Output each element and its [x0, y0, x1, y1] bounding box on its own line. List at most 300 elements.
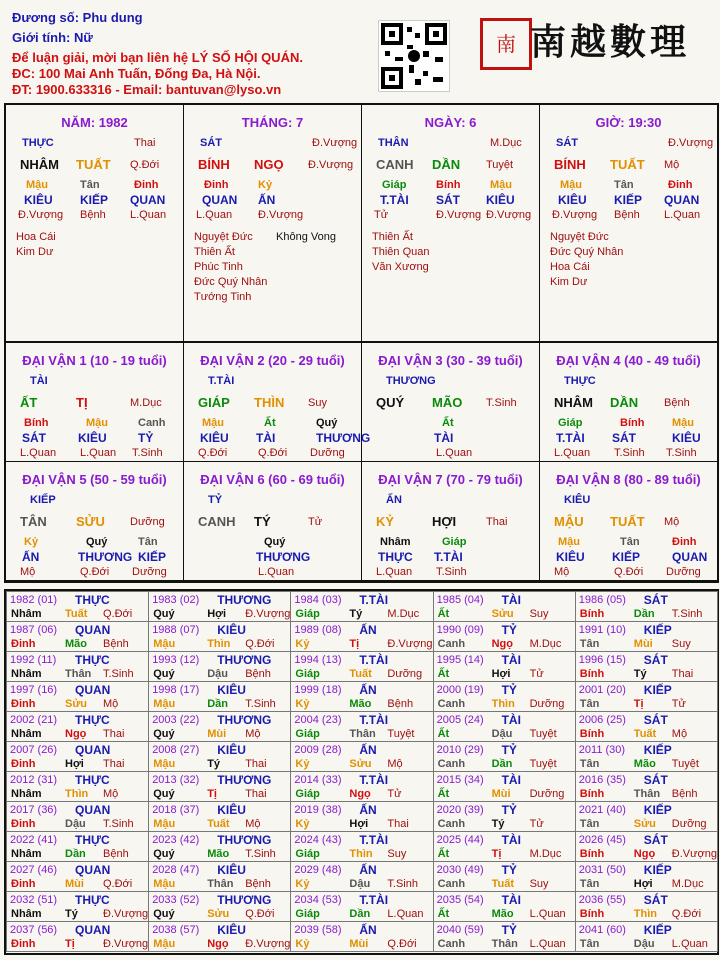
pillar-1 — [183, 104, 362, 342]
year-god: QUAN — [75, 803, 111, 817]
year-cell — [6, 711, 149, 742]
year-stage: Mộ — [103, 698, 119, 710]
year-branch: Tị — [633, 698, 644, 710]
year-branch: Mão — [491, 908, 514, 920]
hidden-stage: L.Quan — [196, 209, 233, 221]
pillar-top-god: SÁT — [200, 137, 222, 149]
year-label: 2009 (28) — [294, 744, 342, 756]
year-stage: Tuyệt — [529, 758, 557, 770]
year-cell — [575, 831, 718, 862]
year-label: 2003 (22) — [152, 714, 200, 726]
pillar-3 — [539, 104, 718, 342]
year-branch: Mùi — [65, 878, 84, 890]
year-stage: Tử — [529, 818, 544, 830]
year-stage: T.Sinh — [103, 818, 134, 830]
dai-van-title: ĐẠI VẬN 8 (80 - 89 tuổi) — [556, 472, 701, 487]
year-stem: Đinh — [11, 758, 36, 770]
year-label: 1986 (05) — [578, 594, 626, 606]
year-stem: Quý — [153, 788, 175, 800]
year-god: QUAN — [75, 743, 111, 757]
hidden-stem: Bính — [24, 417, 49, 429]
year-stage: Mộ — [245, 818, 261, 830]
hidden-stem: Bính — [620, 417, 645, 429]
year-cell — [290, 591, 433, 622]
year-stage: Mộ — [387, 758, 403, 770]
pillar-2 — [361, 104, 540, 342]
pillar-stage: Đ.Vượng — [308, 159, 354, 171]
year-stem: Ất — [437, 908, 450, 920]
hidden-stage: Q.Đới — [80, 566, 110, 578]
year-label: 2000 (19) — [436, 684, 484, 696]
year-branch: Mão — [349, 698, 372, 710]
dai-van-stem: QUÝ — [376, 395, 405, 410]
hidden-stage: Mộ — [554, 566, 570, 578]
year-label: 2039 (58) — [294, 924, 342, 936]
year-branch: Tý — [349, 608, 363, 620]
year-label: 2033 (52) — [152, 894, 200, 906]
year-stem: Mậu — [153, 638, 176, 650]
year-cell — [433, 861, 576, 892]
pillar-top-god: THÂN — [378, 137, 409, 149]
hidden-stem: Quý — [86, 536, 108, 548]
hidden-god: QUAN — [130, 193, 166, 207]
year-cell — [433, 681, 576, 712]
year-god: TỶ — [501, 803, 517, 817]
year-branch: Hợi — [491, 668, 511, 680]
year-stem: Bính — [579, 608, 605, 620]
year-label: 2021 (40) — [578, 804, 626, 816]
year-god: KIẾP — [643, 803, 672, 817]
year-stem: Kỷ — [295, 818, 310, 830]
pillar-stage: Tuyệt — [486, 159, 514, 171]
year-stage: L.Quan — [529, 908, 566, 920]
year-cell — [433, 921, 576, 952]
year-stem: Kỷ — [295, 938, 310, 950]
star-item: Tướng Tinh — [194, 291, 252, 303]
year-branch: Sửu — [491, 608, 514, 620]
hidden-god: QUAN — [672, 550, 708, 564]
year-cell — [575, 801, 718, 832]
year-stage: T.Sinh — [245, 698, 276, 710]
dai-van-title: ĐẠI VẬN 6 (60 - 69 tuổi) — [200, 472, 345, 487]
pillar-life-stage: Thai — [134, 137, 156, 149]
year-stage: Đ.Vượng — [245, 608, 291, 620]
hidden-stem: Đinh — [204, 179, 229, 191]
hidden-stem: Giáp — [382, 179, 407, 191]
dai-van-1 — [5, 342, 184, 462]
year-stage: Mộ — [103, 788, 119, 800]
year-stem: Ất — [437, 788, 450, 800]
year-cell — [148, 831, 291, 862]
year-cell — [575, 921, 718, 952]
year-god: KIÊU — [217, 743, 246, 757]
year-stage: Thai — [387, 818, 409, 830]
year-branch: Mão — [633, 758, 656, 770]
year-stem: Canh — [437, 878, 466, 890]
year-stem: Mậu — [153, 818, 176, 830]
year-label: 1994 (13) — [294, 654, 342, 666]
hidden-stem: Kỷ — [258, 179, 273, 191]
dai-van-title: ĐẠI VẬN 1 (10 - 19 tuổi) — [22, 353, 167, 368]
year-god: THƯƠNG — [217, 593, 272, 607]
year-stem: Giáp — [295, 848, 320, 860]
year-god: SÁT — [643, 773, 668, 787]
dai-van-stem: MẬU — [554, 514, 584, 529]
year-stage: Q.Đới — [671, 908, 702, 920]
pillar-title: NĂM: 1982 — [61, 115, 128, 130]
year-stage: Thai — [103, 728, 125, 740]
year-stage: Đ.Vượng — [671, 848, 717, 860]
year-cell — [148, 861, 291, 892]
year-god: TỶ — [501, 923, 517, 937]
year-branch: Mão — [207, 848, 230, 860]
year-stem: Kỷ — [295, 878, 310, 890]
hidden-god: ẤN — [22, 550, 40, 564]
year-god: THỰC — [75, 593, 110, 607]
year-stem: Ất — [437, 668, 450, 680]
year-label: 1983 (02) — [152, 594, 200, 606]
year-label: 1987 (06) — [10, 624, 58, 636]
year-label: 2002 (21) — [10, 714, 58, 726]
year-stem: Giáp — [295, 908, 320, 920]
year-cell — [6, 591, 149, 622]
year-cell — [433, 831, 576, 862]
year-god: QUAN — [75, 923, 111, 937]
dai-van-branch: TỊ — [76, 395, 88, 410]
year-stem: Bính — [579, 788, 605, 800]
year-god: SÁT — [643, 713, 668, 727]
year-branch: Thìn — [65, 788, 89, 800]
hidden-stage: L.Quan — [376, 566, 413, 578]
year-cell — [290, 741, 433, 772]
year-stem: Tân — [579, 878, 600, 890]
year-stem: Bính — [579, 908, 605, 920]
year-stem: Tân — [579, 638, 600, 650]
year-stage: M.Dục — [671, 878, 704, 890]
year-stem: Canh — [437, 638, 466, 650]
dai-van-title: ĐẠI VẬN 3 (30 - 39 tuổi) — [378, 353, 523, 368]
year-label: 2030 (49) — [436, 864, 484, 876]
year-stem: Tân — [579, 758, 600, 770]
pillar-title: NGÀY: 6 — [424, 115, 477, 130]
year-stage: Suy — [671, 638, 691, 650]
hidden-stem: Nhâm — [380, 536, 411, 548]
year-stage: Q.Đới — [387, 938, 417, 950]
dai-van-branch: TUẤT — [610, 514, 645, 529]
dai-van-branch: TÝ — [254, 514, 271, 529]
year-cell — [433, 621, 576, 652]
year-branch: Hợi — [349, 818, 369, 830]
hidden-stem: Ất — [442, 417, 454, 429]
year-cell — [290, 621, 433, 652]
dai-van-6 — [183, 461, 362, 581]
year-branch: Ngọ — [349, 788, 371, 800]
year-label: 1990 (09) — [436, 624, 484, 636]
hidden-god: TỶ — [138, 431, 154, 445]
year-cell — [575, 771, 718, 802]
year-stem: Bính — [579, 728, 605, 740]
year-stem: Bính — [579, 848, 605, 860]
year-label: 1993 (12) — [152, 654, 200, 666]
year-stem: Quý — [153, 848, 175, 860]
hidden-stem: Đinh — [672, 536, 697, 548]
hidden-stem: Canh — [138, 417, 166, 429]
year-branch: Dậu — [207, 668, 228, 680]
hidden-stem: Đinh — [668, 179, 693, 191]
year-god: SÁT — [643, 833, 668, 847]
year-god: THƯƠNG — [217, 833, 272, 847]
year-branch: Sửu — [633, 818, 656, 830]
year-label: 2005 (24) — [436, 714, 484, 726]
year-stem: Nhâm — [11, 908, 42, 920]
year-god: THƯƠNG — [217, 773, 272, 787]
year-label: 2008 (27) — [152, 744, 200, 756]
hidden-god: QUAN — [202, 193, 238, 207]
year-cell — [148, 681, 291, 712]
year-stage: Bệnh — [103, 848, 129, 860]
hidden-stem: Quý — [264, 536, 286, 548]
hidden-stem: Tân — [80, 179, 100, 191]
year-stem: Canh — [437, 758, 466, 770]
year-cell — [290, 921, 433, 952]
year-branch: Tị — [349, 638, 360, 650]
year-cell — [290, 891, 433, 922]
year-branch: Thìn — [349, 848, 373, 860]
hidden-stage: T.Sinh — [614, 447, 645, 459]
hidden-stem: Mậu — [672, 417, 694, 429]
year-branch: Dần — [633, 608, 655, 620]
year-god: TÀI — [501, 713, 521, 727]
hidden-stage: T.Sinh — [132, 447, 163, 459]
year-stem: Giáp — [295, 608, 320, 620]
year-god: T.TÀI — [359, 713, 389, 727]
year-branch: Tý — [65, 908, 78, 920]
hidden-stem: Giáp — [558, 417, 583, 429]
year-cell — [433, 711, 576, 742]
year-branch: Ngọ — [491, 638, 513, 650]
year-branch: Tị — [207, 788, 217, 800]
dai-van-stem: CANH — [198, 514, 236, 529]
dai-van-stage: Tử — [308, 516, 323, 528]
hidden-stem: Đinh — [134, 179, 159, 191]
year-label: 1992 (11) — [10, 654, 57, 666]
hidden-god: KIÊU — [78, 431, 107, 445]
star-item: Hoa Cái — [16, 231, 56, 243]
hidden-stem: Tân — [138, 536, 158, 548]
year-branch: Thân — [349, 728, 376, 740]
year-god: TÀI — [501, 653, 521, 667]
year-branch: Ngọ — [207, 938, 229, 950]
year-god: TỶ — [501, 863, 517, 877]
dai-van-branch: HỢI — [432, 514, 457, 529]
hidden-stage: Dưỡng — [132, 566, 167, 578]
year-cell — [6, 621, 149, 652]
year-god: THỰC — [75, 773, 110, 787]
year-god: THƯƠNG — [217, 713, 272, 727]
year-branch: Mùi — [207, 728, 227, 740]
dai-van-top-god: TÀI — [30, 375, 48, 387]
year-god: TÀI — [501, 833, 521, 847]
year-cell — [6, 681, 149, 712]
year-branch: Dậu — [349, 878, 371, 890]
year-branch: Dần — [491, 758, 513, 770]
dai-van-title: ĐẠI VẬN 2 (20 - 29 tuổi) — [200, 353, 345, 368]
year-god: SÁT — [643, 593, 668, 607]
hidden-stage: Đ.Vượng — [258, 209, 304, 221]
year-label: 2015 (34) — [436, 774, 484, 786]
year-label: 1989 (08) — [294, 624, 342, 636]
dai-van-title: ĐẠI VẬN 5 (50 - 59 tuổi) — [22, 472, 167, 487]
hidden-god: THỰC — [378, 550, 413, 564]
year-label: 1998 (17) — [152, 684, 200, 696]
dai-van-top-god: TỶ — [208, 494, 223, 506]
hidden-stage: Đ.Vượng — [486, 209, 532, 221]
pillar-stage: Q.Đới — [130, 159, 160, 171]
year-cell — [290, 801, 433, 832]
year-branch: Sửu — [65, 698, 88, 710]
year-stem: Giáp — [295, 668, 320, 680]
year-stage: T.Sinh — [387, 878, 418, 890]
seal-stamp: 南 — [480, 18, 532, 70]
year-cell — [433, 651, 576, 682]
year-branch: Thìn — [491, 698, 515, 710]
year-label: 2040 (59) — [436, 924, 484, 936]
dai-van-stem: KỶ — [376, 514, 395, 529]
year-cell — [290, 651, 433, 682]
hidden-god: T.TÀI — [556, 431, 585, 445]
year-branch: Mùi — [633, 638, 653, 650]
hidden-god: QUAN — [664, 193, 700, 207]
year-stem: Mậu — [153, 938, 176, 950]
year-label: 2027 (46) — [10, 864, 58, 876]
year-branch: Hợi — [65, 758, 84, 770]
dai-van-top-god: KIẾP — [30, 494, 56, 506]
year-label: 2024 (43) — [294, 834, 342, 846]
pillar-top-god: THỰC — [22, 137, 54, 149]
year-branch: Tý — [633, 668, 647, 680]
hidden-god: SÁT — [612, 431, 636, 445]
year-stem: Quý — [153, 728, 175, 740]
year-branch: Ngọ — [65, 728, 87, 740]
year-branch: Thân — [207, 878, 234, 890]
year-label: 2023 (42) — [152, 834, 200, 846]
hidden-stage: Đ.Vượng — [436, 209, 482, 221]
year-god: KIẾP — [643, 863, 672, 877]
pillar-stem: CANH — [376, 157, 414, 172]
year-label: 2020 (39) — [436, 804, 484, 816]
year-cell — [6, 771, 149, 802]
dai-van-title: ĐẠI VẬN 7 (70 - 79 tuổi) — [378, 472, 523, 487]
year-stem: Nhâm — [11, 608, 42, 620]
year-god: KIẾP — [643, 743, 672, 757]
year-stage: Bệnh — [671, 788, 698, 800]
dai-van-stage: Bệnh — [664, 397, 690, 409]
year-label: 1995 (14) — [436, 654, 484, 666]
year-cell — [6, 891, 149, 922]
year-cell — [6, 651, 149, 682]
dai-van-stage: Mộ — [664, 516, 680, 528]
year-stem: Kỷ — [295, 758, 310, 770]
year-label: 2041 (60) — [578, 924, 626, 936]
pillar-life-stage: Đ.Vượng — [668, 137, 714, 149]
star-item: Nguyệt Đức — [194, 231, 253, 243]
year-god: THỰC — [75, 833, 110, 847]
year-stage: Đ.Vượng — [103, 908, 149, 920]
dai-van-top-god: KIÊU — [564, 494, 591, 506]
year-god: THƯƠNG — [217, 893, 272, 907]
hidden-god: KIẾP — [614, 193, 643, 207]
hidden-stage: L.Quan — [554, 447, 591, 459]
year-god: T.TÀI — [359, 833, 389, 847]
hidden-stage: Dưỡng — [666, 566, 701, 578]
year-god: ẤN — [359, 803, 377, 817]
hidden-stem: Mậu — [558, 536, 580, 548]
year-cell — [148, 591, 291, 622]
year-cell — [433, 801, 576, 832]
year-branch: Sửu — [349, 758, 372, 770]
year-god: T.TÀI — [359, 773, 389, 787]
hidden-god: KIÊU — [672, 431, 701, 445]
year-label: 2007 (26) — [10, 744, 58, 756]
year-stem: Quý — [153, 908, 175, 920]
pillar-stem: BÍNH — [554, 157, 586, 172]
year-god: KIÊU — [217, 863, 246, 877]
year-stem: Giáp — [295, 788, 320, 800]
year-stage: T.Sinh — [245, 848, 276, 860]
dai-van-stage: Thai — [486, 516, 508, 528]
year-god: KIÊU — [217, 803, 246, 817]
qr-code-icon[interactable] — [378, 20, 450, 92]
year-branch: Thân — [65, 668, 92, 680]
year-cell — [433, 741, 576, 772]
year-branch: Dần — [65, 848, 86, 860]
dai-van-title: ĐẠI VẬN 4 (40 - 49 tuổi) — [556, 353, 701, 368]
year-label: 2016 (35) — [578, 774, 626, 786]
year-cell — [148, 771, 291, 802]
year-label: 1999 (18) — [294, 684, 342, 696]
dai-van-top-god: T.TÀI — [208, 375, 235, 387]
year-branch: Tý — [491, 818, 505, 830]
hidden-stage: Q.Đới — [614, 566, 644, 578]
year-stage: Bệnh — [103, 638, 129, 650]
hidden-stage: L.Quan — [130, 209, 167, 221]
year-branch: Dần — [207, 698, 228, 710]
year-god: THỰC — [75, 653, 110, 667]
year-branch: Dần — [349, 908, 371, 920]
dai-van-branch: DẦN — [610, 395, 639, 410]
hidden-god: KIẾP — [80, 193, 109, 207]
year-cell — [575, 621, 718, 652]
star-item: Thiên Quan — [372, 246, 430, 258]
year-label: 2017 (36) — [10, 804, 58, 816]
dai-van-5 — [5, 461, 184, 581]
hidden-god: T.TÀI — [380, 193, 409, 207]
year-label: 2019 (38) — [294, 804, 342, 816]
dai-van-branch: THÌN — [254, 395, 285, 410]
hidden-god: KIÊU — [558, 193, 587, 207]
hidden-stem: Mậu — [490, 179, 512, 191]
year-god: KIẾP — [643, 923, 672, 937]
dai-van-stage: T.Sinh — [486, 397, 517, 409]
year-god: ẤN — [359, 623, 377, 637]
year-branch: Dậu — [633, 938, 655, 950]
chart-grid — [4, 103, 719, 583]
gender: Giới tính: Nữ — [12, 30, 93, 45]
year-stage: Tử — [387, 788, 402, 800]
year-label: 2032 (51) — [10, 894, 58, 906]
year-stage: M.Dục — [529, 638, 562, 650]
year-god: TỶ — [501, 623, 517, 637]
